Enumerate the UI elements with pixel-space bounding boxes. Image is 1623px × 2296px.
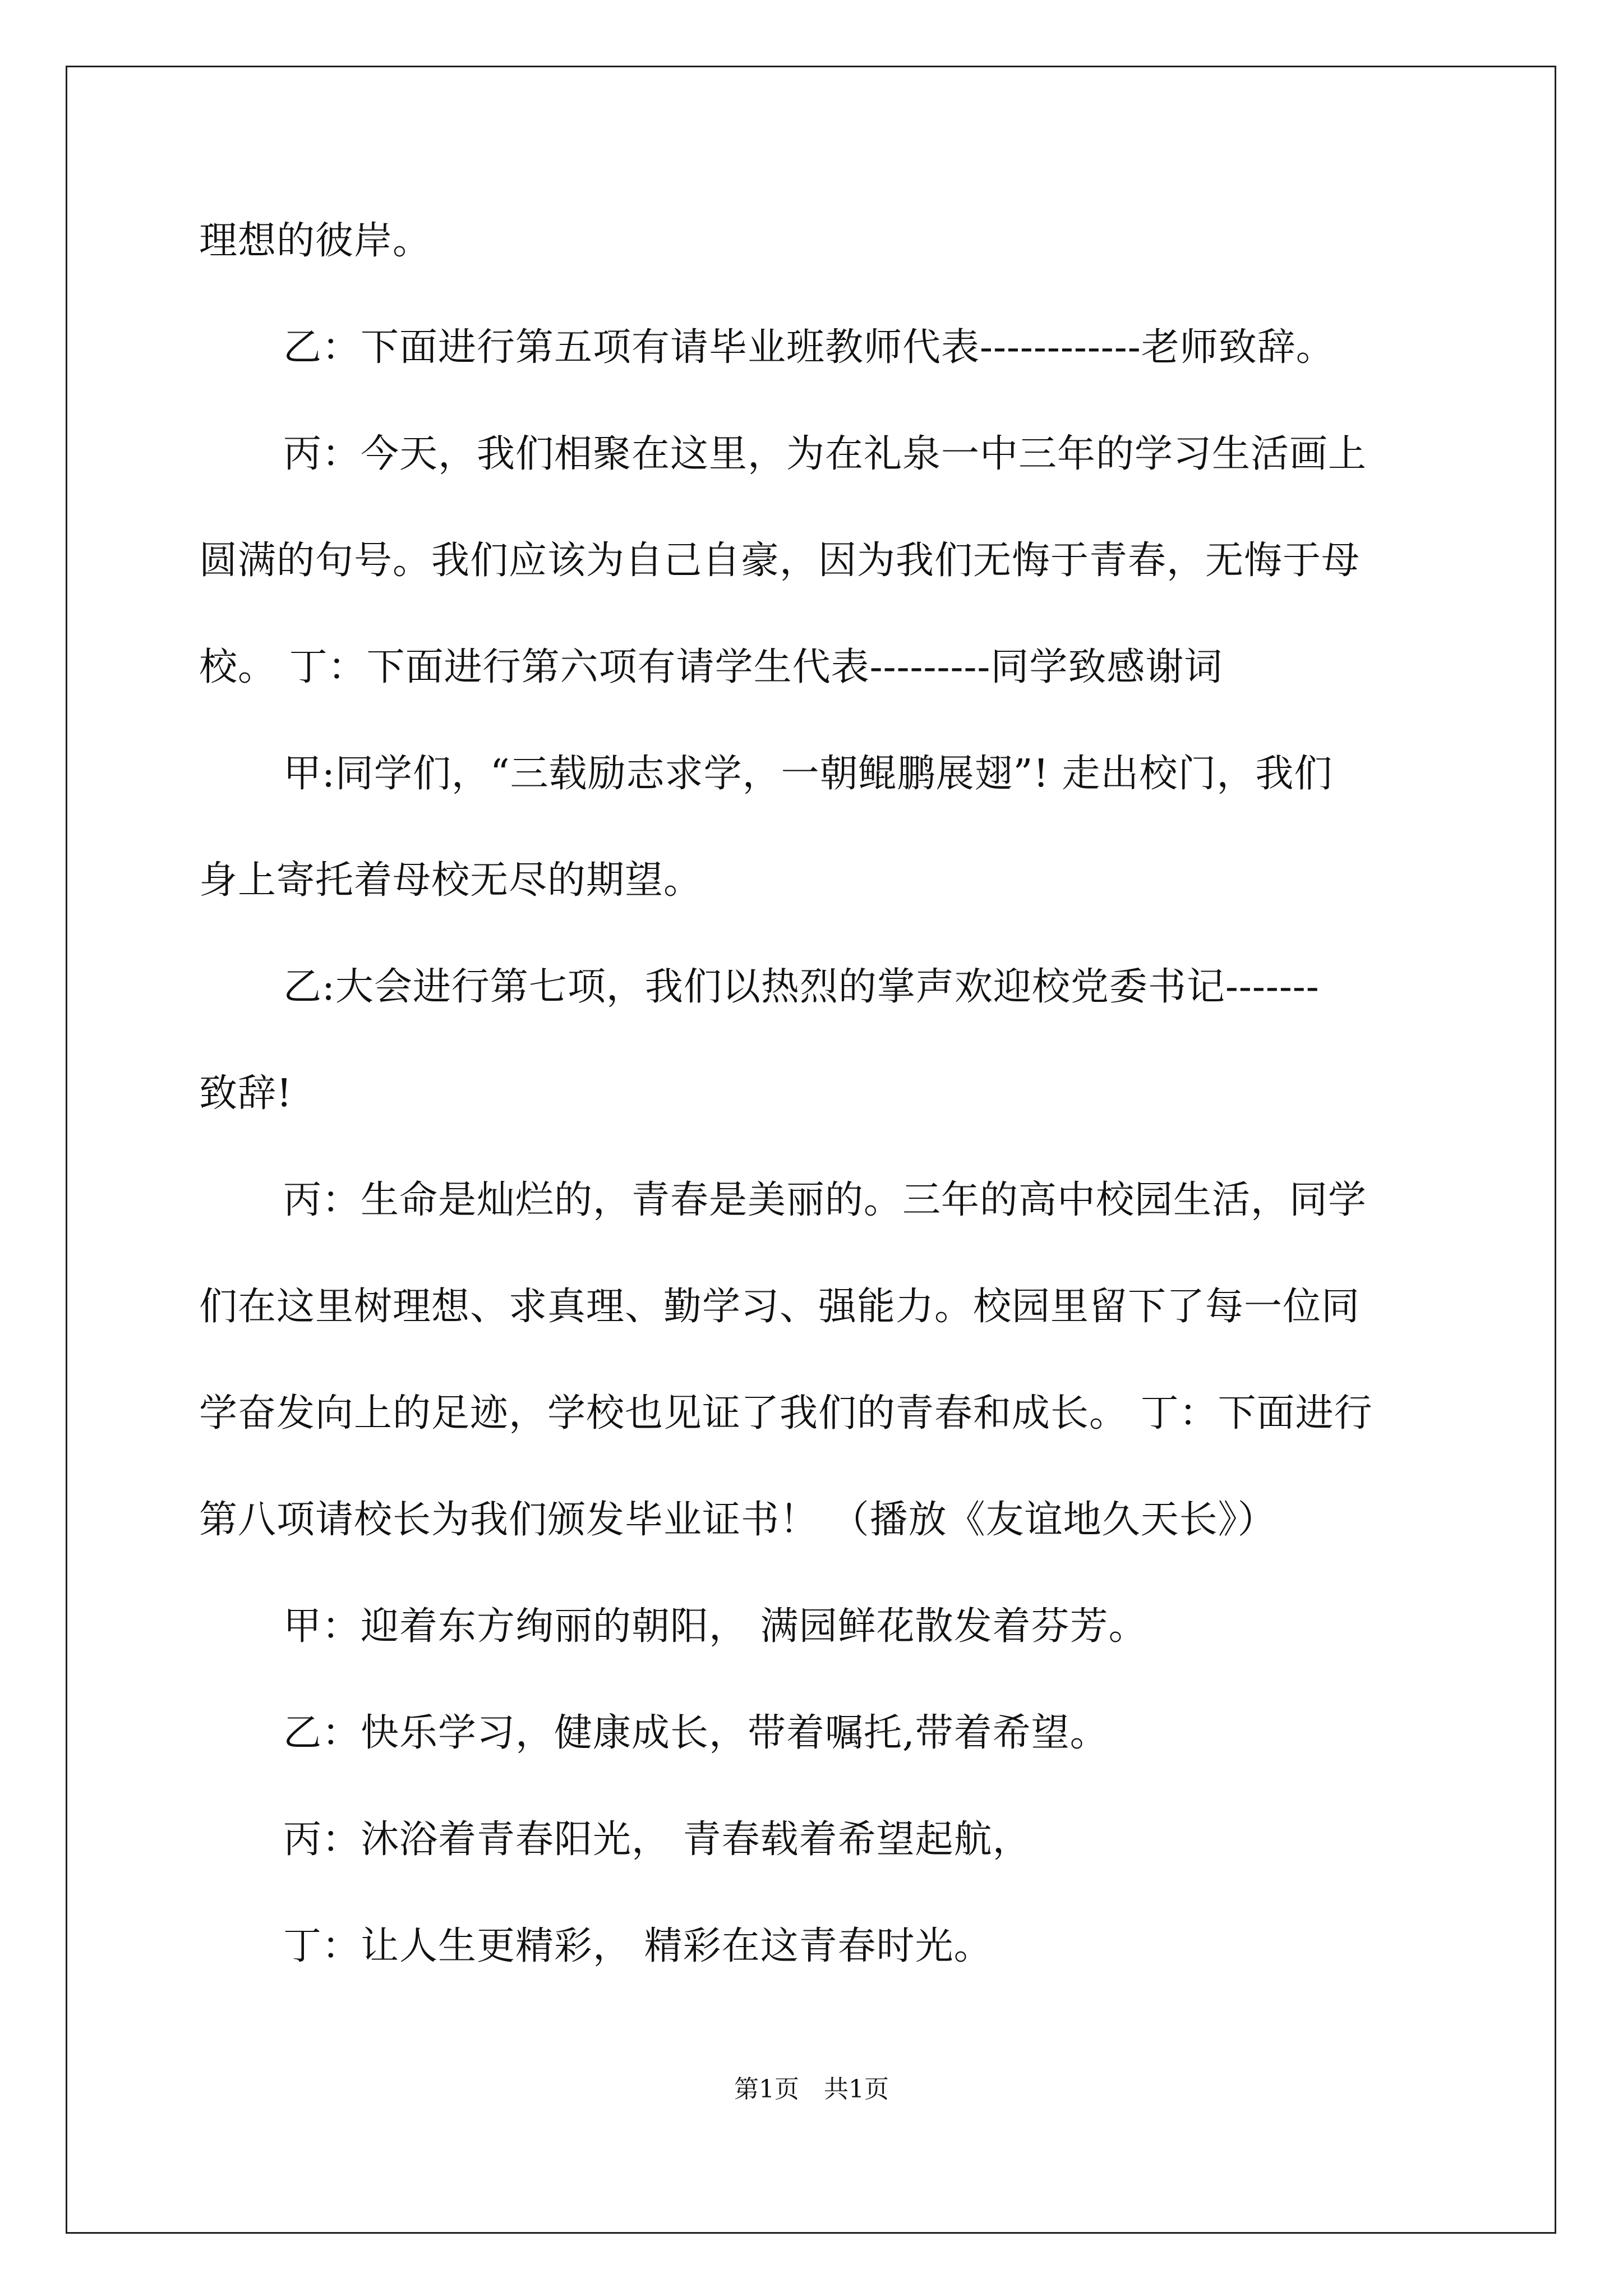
text-line: 乙：下面进行第五项有请毕业班教师代表------------老师致辞。 bbox=[283, 325, 1335, 370]
page-number-footer: 第1页 共1页 bbox=[734, 2075, 889, 2104]
text-line: 丙：今天，我们相聚在这里，为在礼泉一中三年的学习生活画上 bbox=[283, 432, 1367, 476]
text-line: 理想的彼岸。 bbox=[199, 219, 432, 263]
text-line: 校。 丁：下面进行第六项有请学生代表---------同学致感谢词 bbox=[199, 645, 1223, 689]
text-line: 丙：沐浴着青春阳光， 青春载着希望起航， bbox=[283, 1818, 1031, 1862]
text-line: 第八项请校长为我们颁发毕业证书！ （播放《友谊地久天长》） bbox=[199, 1498, 1276, 1542]
text-line: 学奋发向上的足迹，学校也见证了我们的青春和成长。 丁：下面进行 bbox=[199, 1391, 1373, 1435]
text-line: 甲:同学们，“三载励志求学，一朝鲲鹏展翅”! 走出校门，我们 bbox=[283, 752, 1333, 796]
text-line: 致辞! bbox=[199, 1071, 293, 1116]
text-line: 乙:大会进行第七项，我们以热烈的掌声欢迎校党委书记------- bbox=[283, 965, 1320, 1009]
text-line: 们在这里树理想、求真理、勤学习、强能力。校园里留下了每一位同 bbox=[199, 1285, 1361, 1329]
text-line: 圆满的句号。我们应该为自己自豪，因为我们无悔于青春，无悔于母 bbox=[199, 539, 1361, 583]
text-line: 丁：让人生更精彩， 精彩在这青春时光。 bbox=[283, 1924, 993, 1968]
text-line: 身上寄托着母校无尽的期望。 bbox=[199, 858, 703, 903]
text-line: 乙：快乐学习，健康成长，带着嘱托,带着希望。 bbox=[283, 1711, 1109, 1755]
page-border bbox=[66, 66, 1556, 2234]
text-line: 甲：迎着东方绚丽的朝阳， 满园鲜花散发着芬芳。 bbox=[283, 1604, 1147, 1649]
text-line: 丙：生命是灿烂的，青春是美丽的。三年的高中校园生活，同学 bbox=[283, 1178, 1367, 1222]
